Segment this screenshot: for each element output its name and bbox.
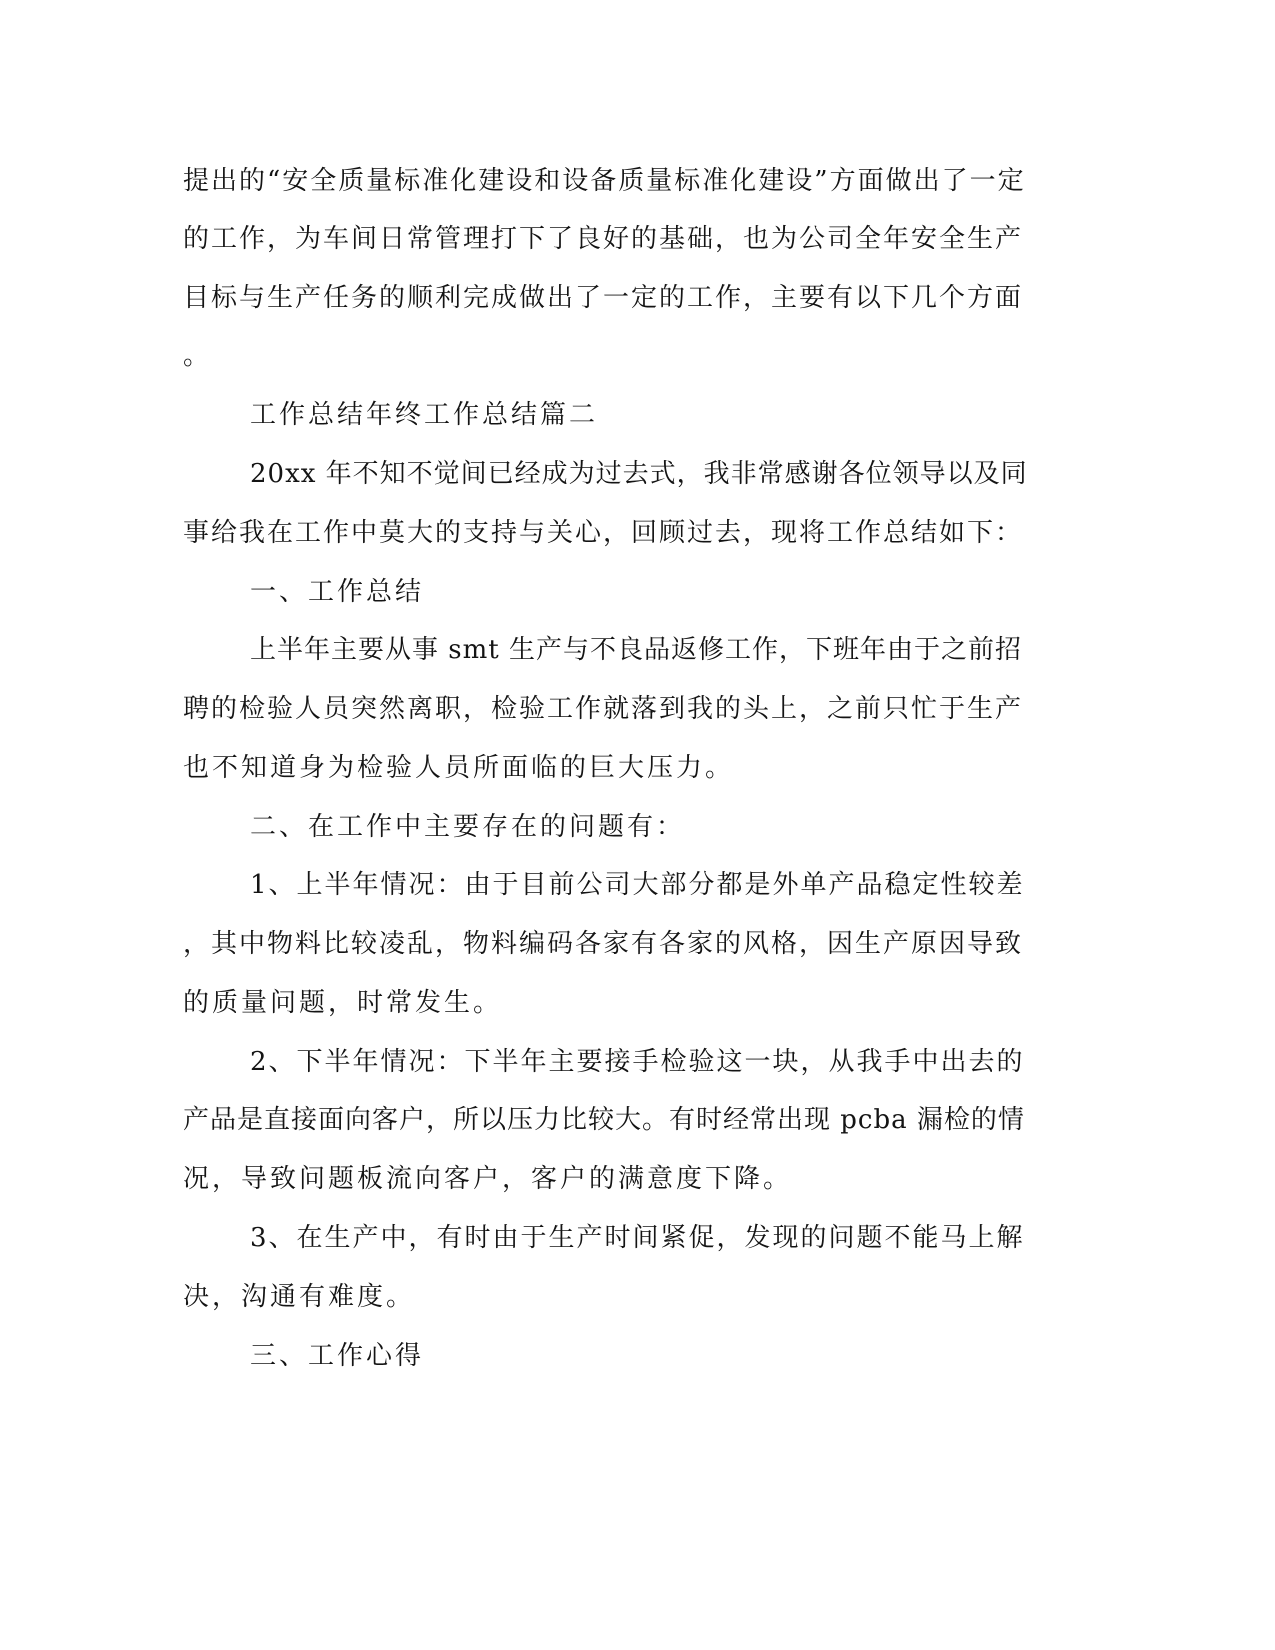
paragraph-line: 3、在生产中，有时由于生产时间紧促，发现的问题不能马上解 bbox=[250, 1223, 1025, 1253]
section-heading: 一、工作总结 bbox=[250, 577, 425, 607]
paragraph-line: 决，沟通有难度。 bbox=[183, 1282, 416, 1312]
paragraph-line: 20xx 年不知不觉间已经成为过去式，我非常感谢各位领导以及同 bbox=[250, 459, 1028, 489]
paragraph-line: 产品是直接面向客户，所以压力比较大。有时经常出现 pcba 漏检的情 bbox=[183, 1105, 1025, 1135]
paragraph-line: 况，导致问题板流向客户，客户的满意度下降。 bbox=[183, 1164, 793, 1194]
paragraph-line: 上半年主要从事 smt 生产与不良品返修工作，下班年由于之前招 bbox=[250, 635, 1022, 665]
paragraph-line: 聘的检验人员突然离职，检验工作就落到我的头上，之前只忙于生产 bbox=[183, 694, 1024, 724]
paragraph-line: 2、下半年情况：下半年主要接手检验这一块，从我手中出去的 bbox=[250, 1047, 1025, 1077]
paragraph-line: 的质量问题，时常发生。 bbox=[183, 988, 503, 1018]
paragraph-line: 的工作，为车间日常管理打下了良好的基础，也为公司全年安全生产 bbox=[183, 224, 1024, 254]
paragraph-line: ，其中物料比较凌乱，物料编码各家有各家的风格，因生产原因导致 bbox=[183, 929, 1024, 959]
section-heading: 三、工作心得 bbox=[250, 1341, 425, 1371]
paragraph-line: 。 bbox=[183, 341, 213, 371]
section-heading: 工作总结年终工作总结篇二 bbox=[250, 400, 599, 430]
paragraph-line: 事给我在工作中莫大的支持与关心，回顾过去，现将工作总结如下： bbox=[183, 518, 1024, 548]
paragraph-line: 也不知道身为检验人员所面临的巨大压力。 bbox=[183, 753, 735, 783]
paragraph-line: 提出的“安全质量标准化建设和设备质量标准化建设”方面做出了一定 bbox=[183, 166, 1026, 196]
paragraph-line: 目标与生产任务的顺利完成做出了一定的工作，主要有以下几个方面 bbox=[183, 283, 1024, 313]
section-heading: 二、在工作中主要存在的问题有： bbox=[250, 812, 686, 842]
paragraph-line: 1、上半年情况：由于目前公司大部分都是外单产品稳定性较差 bbox=[250, 870, 1025, 900]
